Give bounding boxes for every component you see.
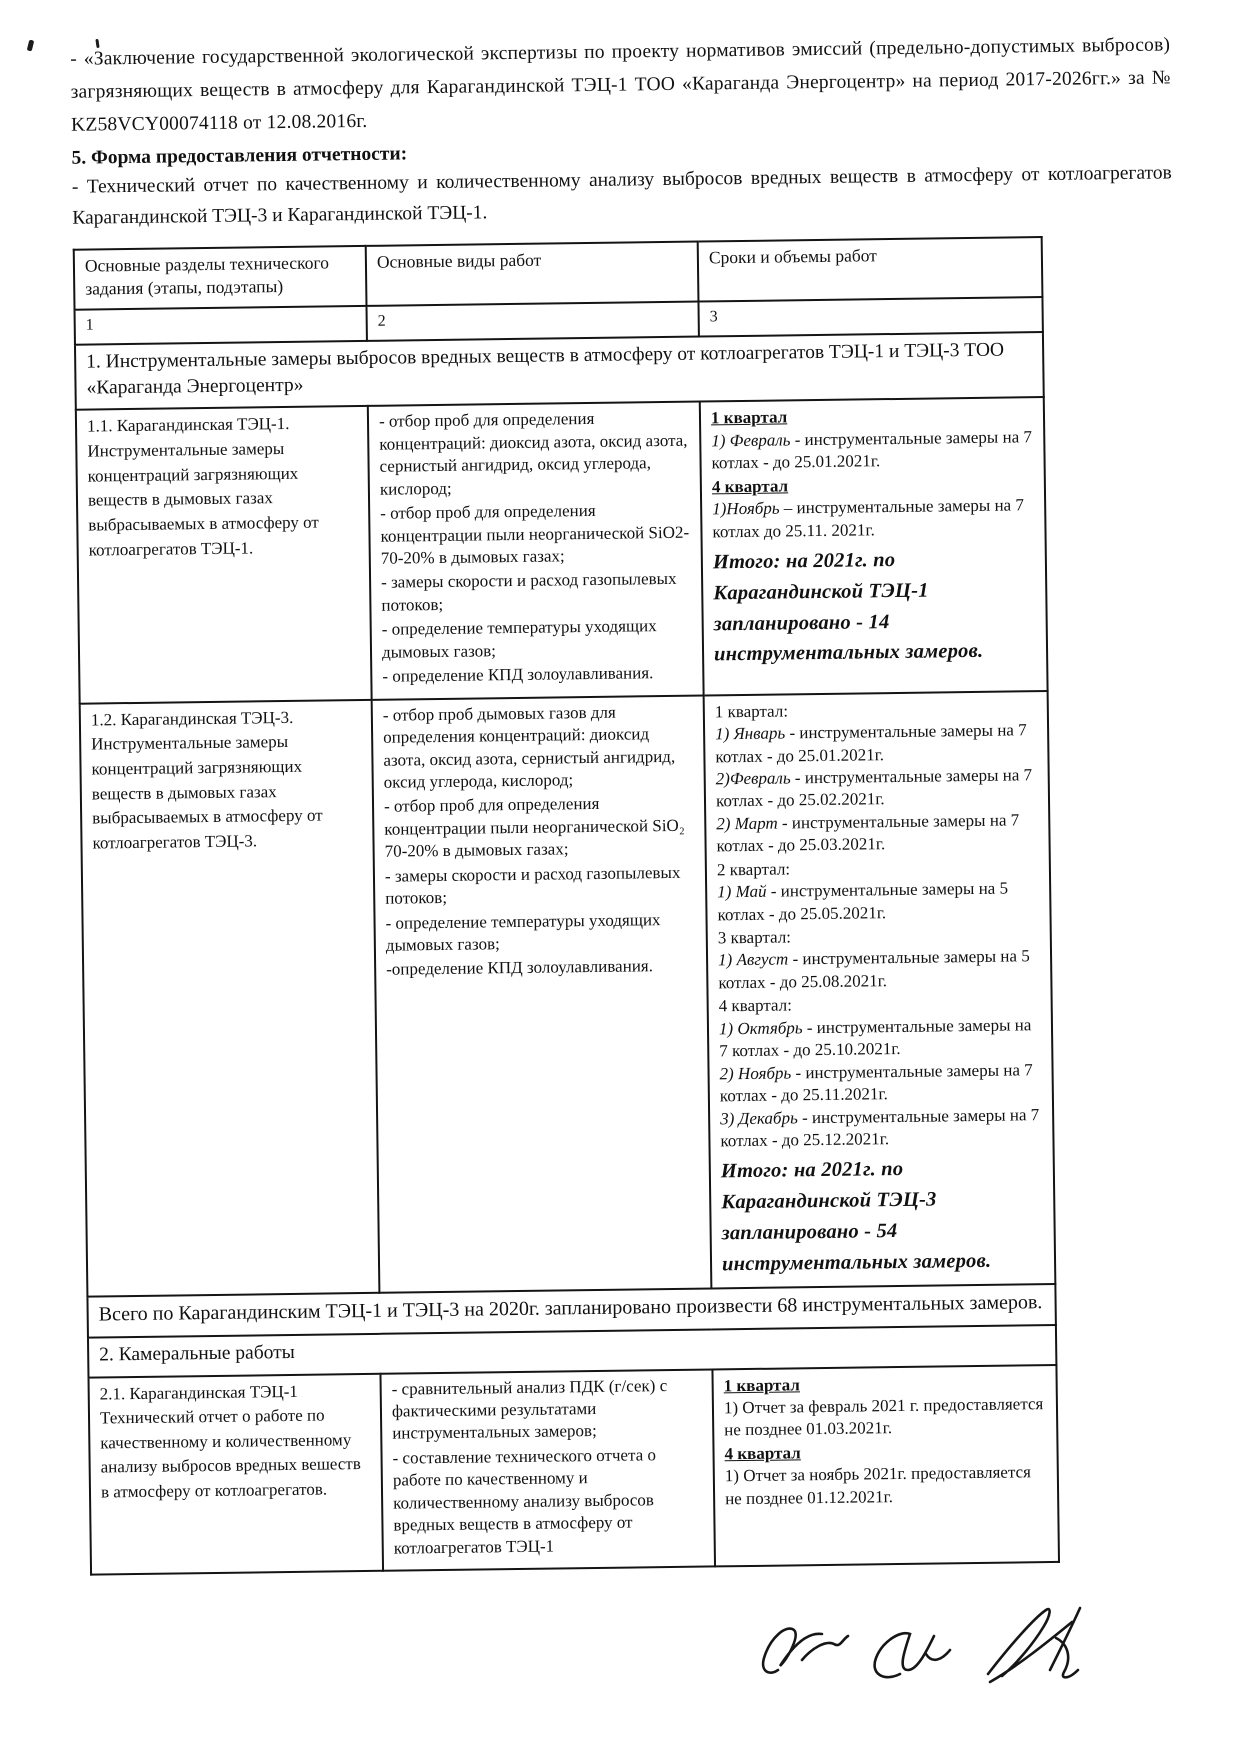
column-header-terms: Сроки и объемы работ [698, 237, 1043, 302]
row21-works-cell [380, 1369, 715, 1571]
list-line: - отбор проб для определения концентрации пыли неорганической SiO₂ 70-20% в дымовых газах; [383, 794, 685, 861]
row12-works-list [383, 700, 697, 981]
row21-works-list [392, 1374, 704, 1560]
document-content [70, 29, 1190, 1575]
list-line: 1) Январь - инструментальные замеры на 7 котлах - до 25.01.2021г. [715, 720, 1027, 766]
row21-stage-text: 2.1. Карагандинская ТЭЦ-1 Технический отчет о работе по качественному и количественному анализу выбросов вредных вешеств в атмосферу от котлоагрегатов. [99, 1381, 361, 1502]
list-line: 2) Ноябрь - инструментальные замеры на 7 котлах - до 25.11.2021г. [719, 1059, 1033, 1106]
column-number-3: 3 [698, 297, 1042, 337]
list-line: 1) Май - инструментальные замеры на 5 котлах - до 25.05.2021г. [717, 878, 1009, 924]
list-line: - отбор проб дымовых газов для определения концентраций: диоксид азота, оксид азота, сернистый ангидрид, оксид углерода, кислород; [382, 702, 676, 792]
row12-stage-cell [80, 700, 380, 1298]
list-line: - сравнительный анализ ПДК (г/сек) с фактическими результатами инструментальных замеров; [391, 1375, 668, 1444]
row21-schedule-cell [712, 1364, 1059, 1566]
row21-schedule-list [724, 1371, 1048, 1511]
row11-schedule-cell [700, 397, 1048, 695]
list-line: 1) Отчет за ноябрь 2021г. предоставляется не позднее 01.12.2021г. [724, 1462, 1032, 1509]
column-number-2: 2 [366, 301, 698, 340]
scan-artifact [27, 40, 35, 52]
row21-stage-cell [88, 1373, 383, 1574]
list-line: 1) Октябрь - инструментальные замеры на 7 котлах - до 25.10.2021г. [718, 1015, 1032, 1061]
list-line: - отбор проб для определения концентрации пыли неорганической SiO2-70-20% в дымовых газах; [380, 501, 690, 568]
list-line: 4 квартал [711, 476, 789, 497]
table-row-2-1 [88, 1364, 1059, 1574]
row12-stage-text: 1.2. Карагандинская ТЭЦ-3. Инструментальные замеры концентраций загрязняющих веществ в дымовых газах выбрасываемых в атмосферу от котлоагрегатов ТЭЦ-3. [90, 707, 323, 853]
grand-total-text: Всего по Карагандинским ТЭЦ-1 и ТЭЦ-3 на 2020г. запланировано произвести 68 инструментальных замеров. [87, 1284, 1055, 1337]
list-line: 1)Ноябрь – инструментальные замеры на 7 котлах до 25.11. 2021г. [712, 495, 1025, 541]
section5-heading: 5. Форма предоставления отчетности: [71, 143, 408, 169]
list-line: 2) Март - инструментальные замеры на 7 котлах - до 25.03.2021г. [716, 810, 1020, 856]
list-line: - определение КПД золоулавливания. [382, 663, 654, 686]
list-line: - замеры скорости и расход газопылевых потоков; [384, 862, 681, 908]
row12-works-cell [372, 695, 712, 1293]
table-row-1-1 [76, 397, 1048, 703]
handwritten-signatures [750, 1578, 1110, 1698]
row11-works-cell [368, 402, 704, 700]
column-number-1: 1 [75, 306, 367, 345]
list-line: 1 квартал: [714, 701, 789, 722]
table-row-1-2 [80, 691, 1056, 1297]
row11-works-list [379, 407, 693, 688]
list-line: 4 квартал: [718, 995, 792, 1016]
list-line: Итого: на 2021г. по Карагандинской ТЭЦ-1 запланировано - 14 инструментальных замеров. [712, 549, 984, 666]
list-line: 1 квартал [723, 1374, 800, 1395]
expertise-conclusion-paragraph: - «Заключение государственной экологической экспертизы по проекту нормативов эмиссий (предельно-допустимых выбросов) загрязняющих веществ в атмосферу для Карагандинской ТЭЦ-1 ТОО «Караганда Энергоцентр» на период 2017-2026гг.» за № KZ58VCY00074118 от 12.08.2016г. [70, 34, 1171, 136]
list-line: - определение температуры уходящих дымовых газов; [381, 616, 657, 662]
row12-schedule-list [715, 697, 1045, 1280]
list-line: - составление технического отчета о работе по качественному и количественному анализу выбросов вредных веществ в атмосферу от котлоагрегатов ТЭЦ-1 [392, 1445, 657, 1558]
column-header-sections: Основные разделы технического задания (этапы, подэтапы) [74, 246, 367, 310]
list-line: 1) Отчет за февраль 2021 г. предоставляется не позднее 01.03.2021г. [723, 1394, 1044, 1440]
row11-stage-text: 1.1. Карагандинская ТЭЦ-1. Инструментальные замеры концентраций загрязняющих веществ в дымовых газах выбрасываемых в атмосферу от котлоагрегатов ТЭЦ-1. [86, 414, 319, 560]
column-header-works: Основные виды работ [366, 241, 699, 306]
row11-schedule-list [711, 404, 1036, 671]
work-plan-table [73, 236, 1060, 1576]
signature-icon [750, 1578, 1110, 1698]
list-line: -определение КПД золоулавливания. [386, 956, 654, 980]
section1-title: 1. Инструментальные замеры выбросов вредных веществ в атмосферу от котлоагрегатов ТЭЦ-1 и ТЭЦ-3 ТОО «Караганда Энергоцентр» [75, 332, 1044, 410]
list-line: 1) Февраль - инструментальные замеры на 7 котлах - до 25.01.2021г. [711, 427, 1033, 473]
list-line: 4 квартал [724, 1443, 801, 1464]
list-line: 3 квартал: [717, 927, 792, 948]
row12-schedule-cell [704, 691, 1056, 1289]
list-line: 2 квартал: [716, 859, 791, 880]
section2-title: 2. Камеральные работы [88, 1325, 1056, 1377]
list-line: Итого: на 2021г. по Карагандинской ТЭЦ-3 запланировано - 54 инструментальных замеров. [720, 1158, 992, 1275]
list-line: 2)Февраль - инструментальные замеры на 7 котлах - до 25.02.2021г. [715, 765, 1033, 811]
list-line: 1 квартал [710, 407, 788, 428]
list-line: - замеры скорости и расход газопылевых потоков; [380, 569, 677, 615]
list-line: - отбор проб для определения концентраций: диоксид азота, оксид азота, сернистый ангидрид, оксид углерода, кислород; [378, 409, 688, 499]
list-line: 1) Август - инструментальные замеры на 5 котлах - до 25.08.2021г. [717, 946, 1030, 993]
row11-stage-cell [76, 406, 372, 703]
list-line: 3) Декабрь - инструментальные замеры на 7 котлах - до 25.12.2021г. [720, 1104, 1040, 1151]
section5-text: - Технический отчет по качественному и количественному анализу выбросов вредных веществ в атмосферу от котлоагрегатов Карагандинской ТЭЦ-3 и Карагандинской ТЭЦ-1. [71, 162, 1172, 230]
list-line: - определение температуры уходящих дымовых газов; [385, 909, 661, 955]
